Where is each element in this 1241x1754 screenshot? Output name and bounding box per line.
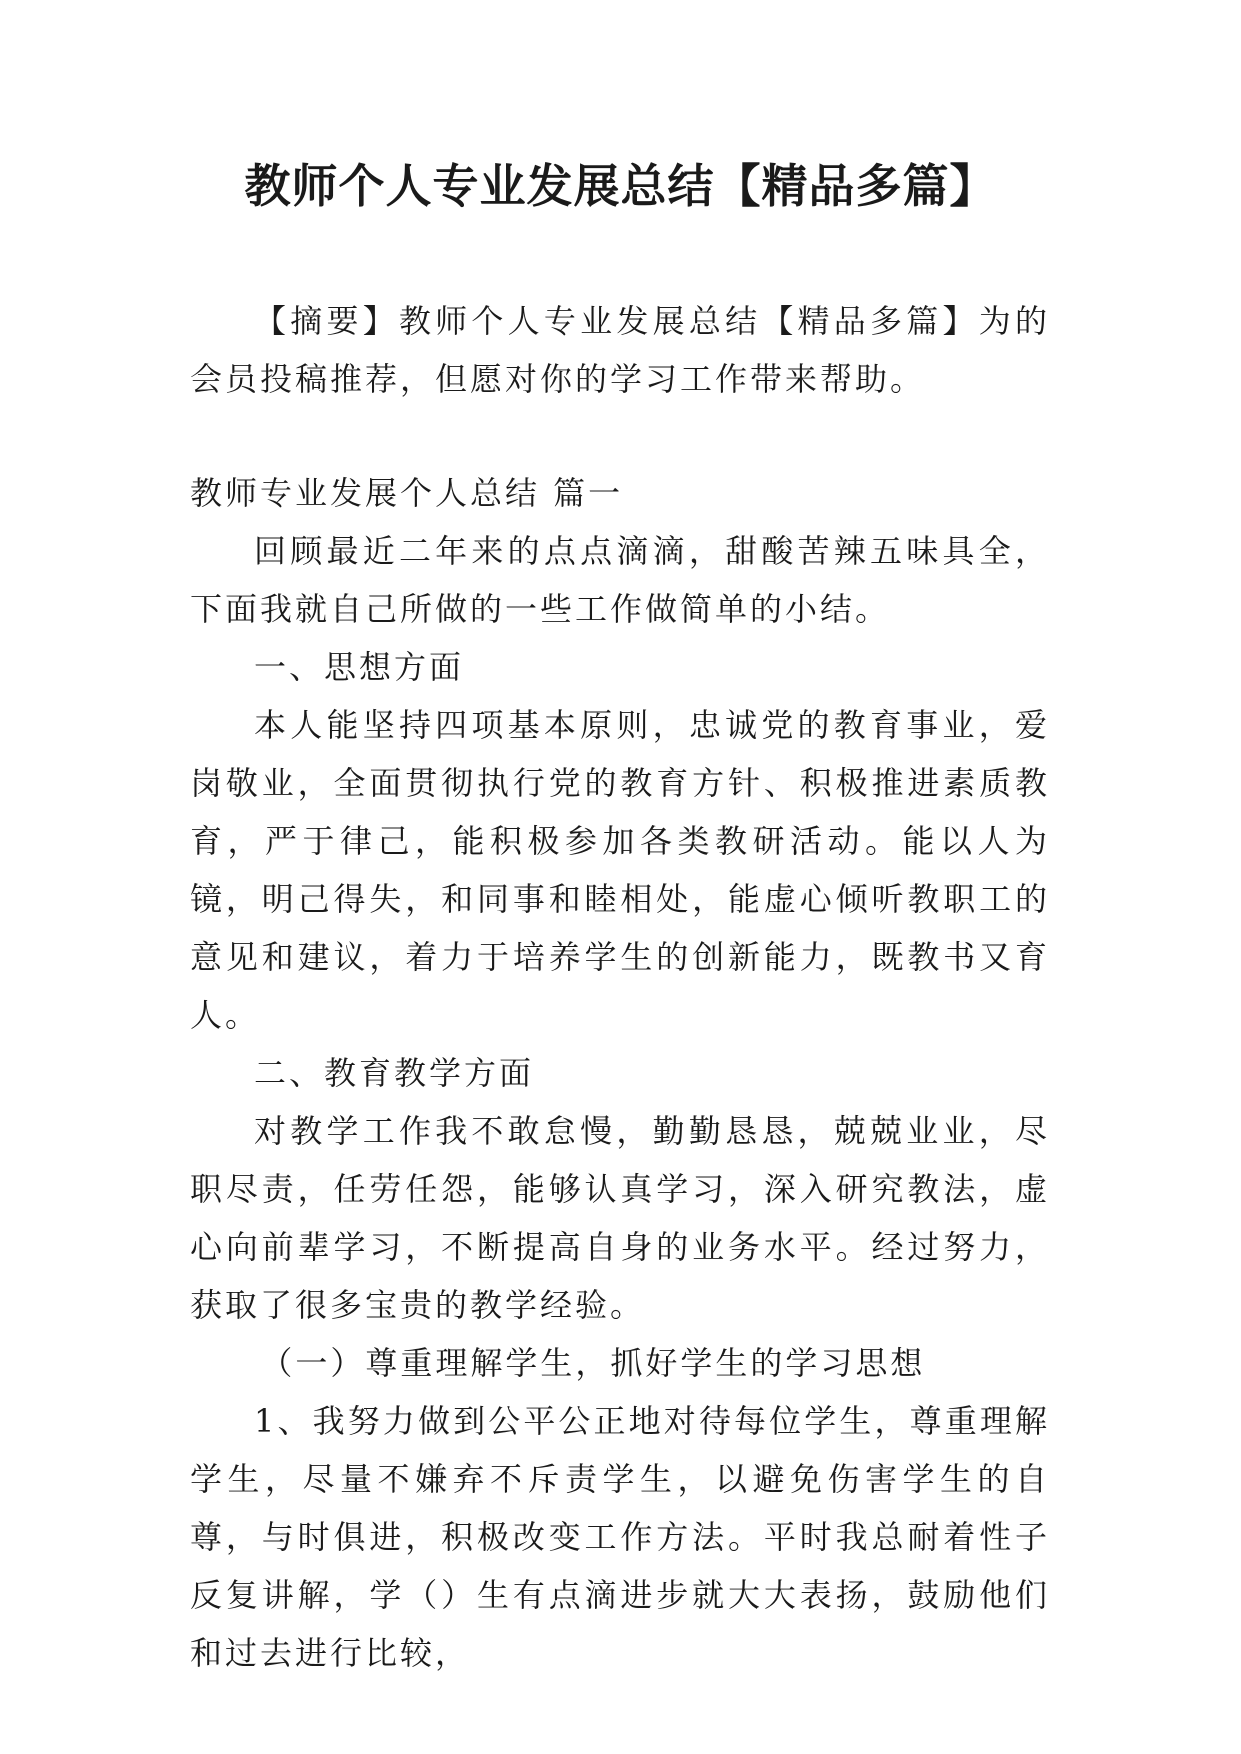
heading-teaching: 二、教育教学方面: [254, 1054, 535, 1092]
document-body: [190, 292, 1050, 1682]
thought-paragraph: 本人能坚持四项基本原则，忠诚党的教育事业，爱岗敬业，全面贯彻执行党的教育方针、积极推进素质教育，严于律己，能积极参加各类教研活动。能以人为镜，明己得失，和同事和睦相处，能虚心倾听教职工的意见和建议，着力于培养学生的创新能力，既教书又育人。: [190, 706, 1050, 1034]
abstract-paragraph: 【摘要】教师个人专业发展总结【精品多篇】为的会员投稿推荐，但愿对你的学习工作带来帮助。: [190, 302, 1050, 398]
document-title: 教师个人专业发展总结【精品多篇】: [244, 159, 997, 213]
subheading-respect-students: （一）尊重理解学生，抓好学生的学习思想: [260, 1344, 926, 1382]
respect-students-paragraph: 1、我努力做到公平公正地对待每位学生，尊重理解学生，尽量不嫌弃不斥责学生，以避免伤害学生的自尊，与时俱进，积极改变工作方法。平时我总耐着性子反复讲解，学（）生有点滴进步就大大表扬，鼓励他们和过去进行比较，: [190, 1402, 1050, 1672]
teaching-paragraph: 对教学工作我不敢怠慢，勤勤恳恳，兢兢业业，尽职尽责，任劳任怨，能够认真学习，深入研究教法，虚心向前辈学习，不断提高自身的业务水平。经过努力，获取了很多宝贵的教学经验。: [190, 1112, 1050, 1324]
intro-paragraph: 回顾最近二年来的点点滴滴，甜酸苦辣五味具全，下面我就自己所做的一些工作做简单的小结。: [190, 532, 1050, 628]
section-heading: 教师专业发展个人总结 篇一: [190, 474, 624, 512]
heading-thought: 一、思想方面: [254, 648, 465, 686]
